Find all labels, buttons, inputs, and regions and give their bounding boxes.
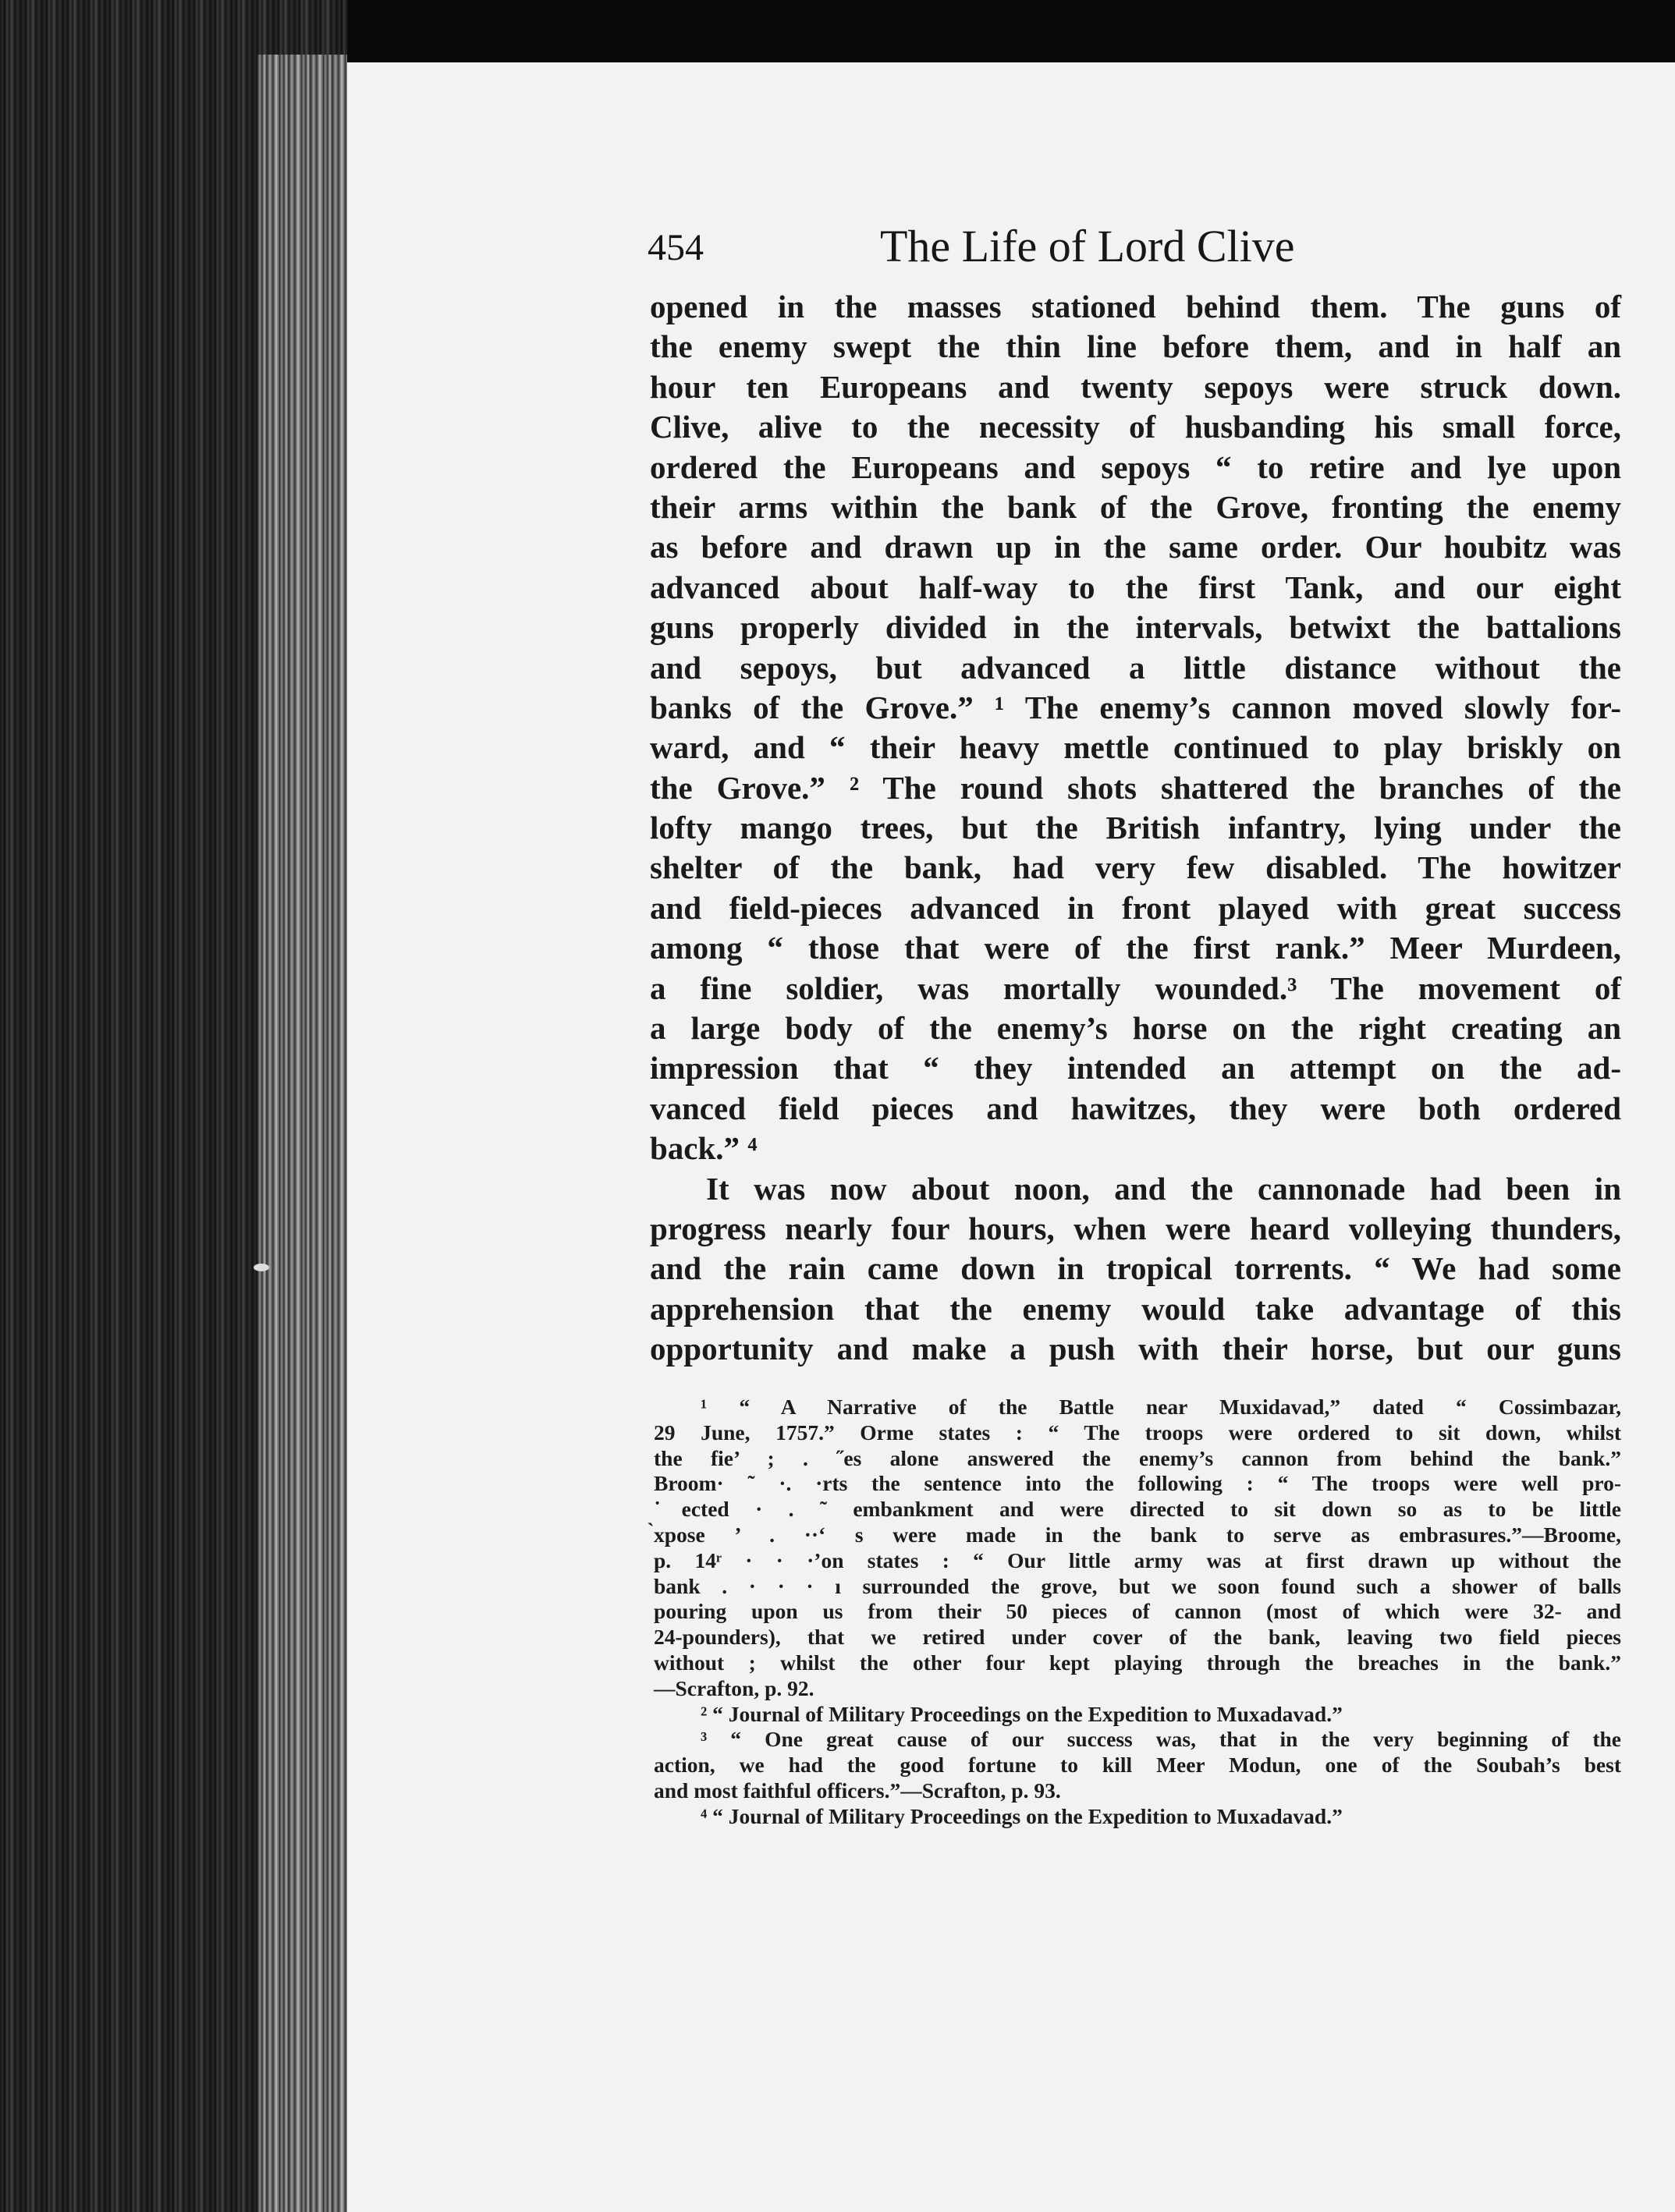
footnote-line: pouring upon us from their 50 pieces of cannon (most of which were 32- and [654,1599,1621,1624]
body-line: impression that “ they intended an attempt on the ad- [650,1050,1621,1087]
footnote-line: without ; whilst the other four kept playing through the breaches in the bank.” [654,1650,1621,1675]
body-line: their arms within the bank of the Grove, fronting the enemy [650,488,1621,525]
body-line: shelter of the bank, had very few disabled. The howitzer [650,849,1621,886]
footnote-line: ̀xpose ’ . ··ʻ s were made in the bank to serve as embrasures.”—Broome, [654,1522,1621,1547]
body-line: the Grove.” ² The round shots shattered the branches of the [650,769,1621,806]
body-line: a large body of the enemy’s horse on the right creating an [650,1010,1621,1047]
body-line: apprehension that the enemy would take advantage of this [650,1290,1621,1327]
body-line-paragraph-start: It was now about noon, and the cannonade had been in [706,1170,1621,1207]
footnote-line: action, we had the good fortune to kill Meer Modun, one of the Soubah’s best [654,1753,1621,1778]
body-line: Clive, alive to the necessity of husbanding his small force, [650,409,1621,445]
footnote-line: the fie’ ; . ˝es alone answered the enemy’s cannon from behind the bank.” [654,1445,1621,1470]
footnote-line: ⁴ “ Journal of Military Proceedings on the Expedition to Muxadavad.” [701,1803,1343,1828]
body-line: lofty mango trees, but the British infantry, lying under the [650,810,1621,846]
footnote-line: bank . · · · ı surrounded the grove, but we soon found such a shower of balls [654,1573,1621,1598]
scan-speck [254,1264,269,1271]
body-line: a fine soldier, was mortally wounded.³ The movement of [650,970,1621,1006]
footnote-line: 24-pounders), that we retired under cover of the bank, leaving two field pieces [654,1625,1621,1650]
running-title: The Life of Lord Clive [880,221,1295,271]
body-line: ward, and “ their heavy mettle continued to play briskly on [650,729,1621,766]
body-line: advanced about half-way to the first Tank, and our eight [650,569,1621,605]
footnote-line: ³ “ One great cause of our success was, that in the very beginning of the [701,1727,1621,1752]
body-line: and sepoys, but advanced a little distance without the [650,649,1621,686]
body-line: opportunity and make a push with their horse, but our guns [650,1331,1621,1367]
footnote-line: 29 June, 1757.” Orme states : “ The troops were ordered to sit down, whilst [654,1420,1621,1445]
footnote-line: and most faithful officers.”—Scrafton, p. 93. [654,1778,1061,1803]
footnote-line: p. 14ʳ · · ·’on states : “ Our little army was at first drawn up without the [654,1547,1621,1572]
body-text [650,287,1621,1370]
running-head [648,220,1389,275]
body-line: opened in the masses stationed behind them. The guns of [650,289,1621,324]
body-line: back.” ⁴ [650,1130,758,1167]
body-line: and the rain came down in tropical torrents. “ We had some [650,1250,1621,1287]
body-line: vanced field pieces and hawitzes, they were both ordered [650,1090,1621,1126]
footnote-line: —Scrafton, p. 92. [654,1675,814,1700]
footnotes [654,1395,1621,1830]
body-line: progress nearly four hours, when were heard volleying thunders, [650,1210,1621,1246]
footnote-line: ² “ Journal of Military Proceedings on the Expedition to Muxadavad.” [701,1701,1343,1726]
page-number: 454 [648,227,704,268]
body-line: hour ten Europeans and twenty sepoys were struck down. [650,368,1621,405]
body-line: and field-pieces advanced in front played with great success [650,889,1621,926]
footnote-line: ¹ “ A Narrative of the Battle near Muxidavad,” dated “ Cossimbazar, [701,1395,1621,1419]
body-line: ordered the Europeans and sepoys “ to retire and lye upon [650,448,1621,485]
body-line: among “ those that were of the first rank.” Meer Murdeen, [650,930,1621,966]
body-line: as before and drawn up in the same order. Our houbitz was [650,529,1621,565]
page-edges [257,55,347,2212]
body-line: the enemy swept the thin line before them, and in half an [650,328,1621,365]
body-line: banks of the Grove.” ¹ The enemy’s cannon moved slowly for- [650,689,1621,725]
footnote-line: ˙ected · . ˜ embankment and were directed to sit down so as to be little [654,1497,1621,1522]
footnote-line: Broom· ˜ ·. ·rts the sentence into the following : “ The troops were well pro- [654,1471,1621,1496]
body-line: guns properly divided in the intervals, betwixt the battalions [650,609,1621,646]
